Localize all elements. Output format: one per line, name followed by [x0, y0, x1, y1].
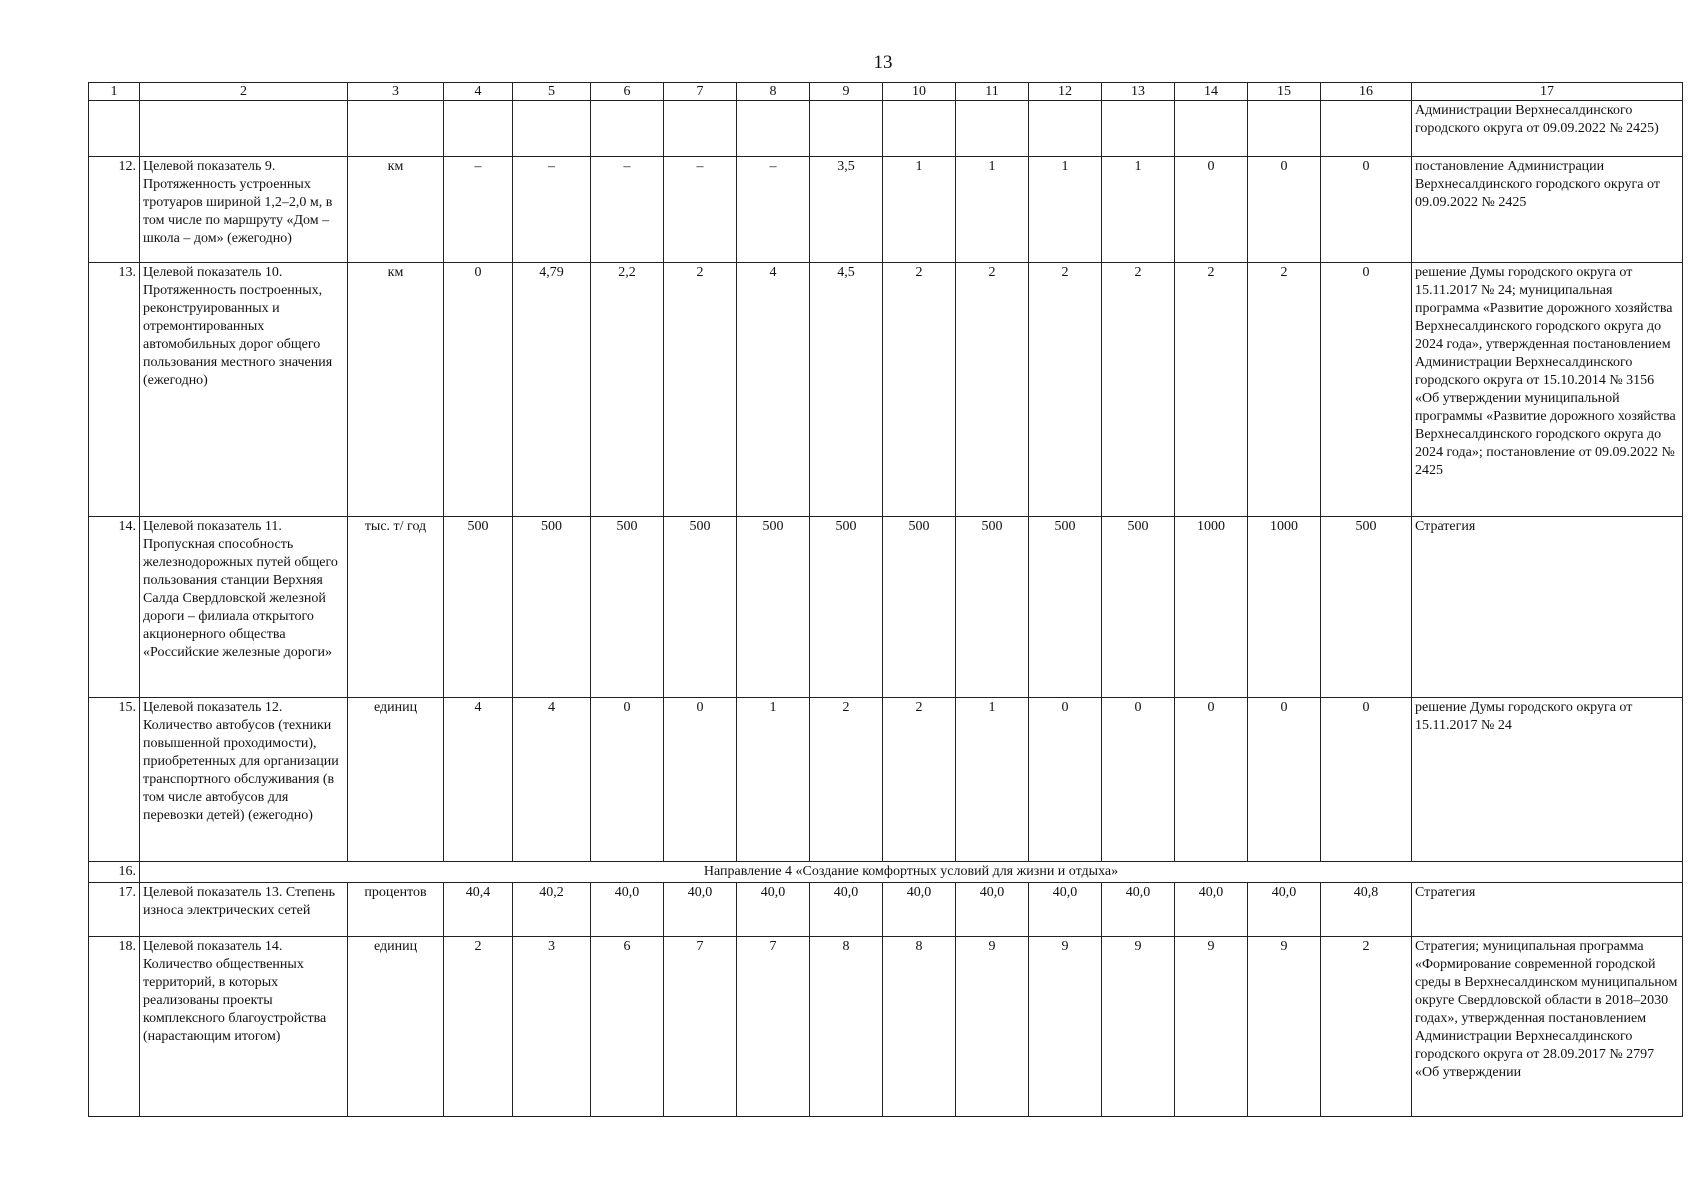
value-cell: 0 [1321, 698, 1412, 862]
column-header: 8 [737, 83, 810, 101]
table-row [89, 101, 1683, 157]
value-cell: 1 [883, 157, 956, 263]
column-header: 13 [1102, 83, 1175, 101]
value-cell: 40,0 [737, 883, 810, 937]
value-cell: 0 [1175, 698, 1248, 862]
table-row [89, 263, 1683, 517]
value-cell: 40,0 [1029, 883, 1102, 937]
value-cell [737, 101, 810, 157]
value-cell: 2 [1029, 263, 1102, 517]
value-cell: 2 [664, 263, 737, 517]
unit-cell [348, 101, 444, 157]
value-cell: 500 [883, 517, 956, 698]
value-cell: 6 [591, 937, 664, 1117]
value-cell: 40,0 [810, 883, 883, 937]
value-cell [956, 101, 1029, 157]
column-header: 5 [513, 83, 591, 101]
table-row [89, 517, 1683, 698]
source-cell: решение Думы городского округа от 15.11.2017 № 24; муниципальная программа «Развитие дорожного хозяйства Верхнесалдинского городского округа до 2024 года», утвержденная постановлением Администрации Верхнесалдинского городского округа от 15.10.2014 № 3156 «Об утверждении муниципальной программы «Развитие дорожного хозяйства Верхнесалдинского городского округа до 2024 года»; постановление от 09.09.2022 № 2425 [1412, 263, 1683, 517]
value-cell [591, 101, 664, 157]
row-number: 17. [89, 883, 140, 937]
value-cell: 500 [1321, 517, 1412, 698]
value-cell: 500 [444, 517, 513, 698]
source-cell: Стратегия [1412, 883, 1683, 937]
section-title: Направление 4 «Создание комфортных условий для жизни и отдыха» [140, 862, 1683, 883]
value-cell: 0 [1175, 157, 1248, 263]
value-cell: 1000 [1248, 517, 1321, 698]
value-cell: 2 [883, 698, 956, 862]
value-cell [444, 101, 513, 157]
row-number: 14. [89, 517, 140, 698]
value-cell: 8 [883, 937, 956, 1117]
value-cell: 0 [591, 698, 664, 862]
value-cell [664, 101, 737, 157]
column-header: 15 [1248, 83, 1321, 101]
indicator-name: Целевой показатель 9. Протяженность устроенных тротуаров шириной 1,2–2,0 м, в том числе по маршруту «Дом – школа – дом» (ежегодно) [140, 157, 348, 263]
indicator-name: Целевой показатель 12. Количество автобусов (техники повышенной проходимости), приобретенных для организации транспортного обслуживания (в том числе автобусов для перевозки детей) (ежегодно) [140, 698, 348, 862]
table-row [89, 883, 1683, 937]
value-cell: 1 [956, 698, 1029, 862]
source-cell: Стратегия [1412, 517, 1683, 698]
value-cell: 2,2 [591, 263, 664, 517]
value-cell: 0 [1321, 157, 1412, 263]
column-header: 12 [1029, 83, 1102, 101]
indicators-table [88, 82, 1683, 1117]
value-cell: 500 [810, 517, 883, 698]
column-header: 14 [1175, 83, 1248, 101]
value-cell: 7 [737, 937, 810, 1117]
indicator-name: Целевой показатель 11. Пропускная способность железнодорожных путей общего пользования станции Верхняя Салда Свердловской железной дороги – филиала открытого акционерного общества «Российские железные дороги» [140, 517, 348, 698]
value-cell: 40,0 [1248, 883, 1321, 937]
column-header: 17 [1412, 83, 1683, 101]
row-number: 12. [89, 157, 140, 263]
value-cell [513, 101, 591, 157]
value-cell: 0 [1248, 157, 1321, 263]
value-cell: 3,5 [810, 157, 883, 263]
source-cell: Администрации Верхнесалдинского городского округа от 09.09.2022 № 2425) [1412, 101, 1683, 157]
value-cell: 9 [956, 937, 1029, 1117]
value-cell: 0 [1321, 263, 1412, 517]
value-cell: 0 [1248, 698, 1321, 862]
value-cell: 1000 [1175, 517, 1248, 698]
value-cell: – [664, 157, 737, 263]
value-cell: 2 [1175, 263, 1248, 517]
value-cell: 4,5 [810, 263, 883, 517]
value-cell: 2 [883, 263, 956, 517]
value-cell: 4,79 [513, 263, 591, 517]
value-cell: 9 [1248, 937, 1321, 1117]
value-cell: 500 [1029, 517, 1102, 698]
indicator-name: Целевой показатель 10. Протяженность построенных, реконструированных и отремонтированных автомобильных дорог общего пользования местного значения (ежегодно) [140, 263, 348, 517]
value-cell: 2 [810, 698, 883, 862]
value-cell [810, 101, 883, 157]
unit-cell: км [348, 263, 444, 517]
indicator-name [140, 101, 348, 157]
value-cell [1102, 101, 1175, 157]
value-cell: 1 [1102, 157, 1175, 263]
column-header: 4 [444, 83, 513, 101]
value-cell [1248, 101, 1321, 157]
source-cell: постановление Администрации Верхнесалдинского городского округа от 09.09.2022 № 2425 [1412, 157, 1683, 263]
source-cell: решение Думы городского округа от 15.11.2017 № 24 [1412, 698, 1683, 862]
value-cell [883, 101, 956, 157]
column-header: 2 [140, 83, 348, 101]
unit-cell: единиц [348, 937, 444, 1117]
column-header: 6 [591, 83, 664, 101]
value-cell: 7 [664, 937, 737, 1117]
value-cell: 0 [1102, 698, 1175, 862]
indicator-name: Целевой показатель 13. Степень износа электрических сетей [140, 883, 348, 937]
value-cell: 40,2 [513, 883, 591, 937]
table-row [89, 937, 1683, 1117]
value-cell: 500 [956, 517, 1029, 698]
value-cell: 40,8 [1321, 883, 1412, 937]
value-cell: 40,0 [883, 883, 956, 937]
value-cell: 1 [737, 698, 810, 862]
column-header: 11 [956, 83, 1029, 101]
column-number-row [89, 83, 1683, 101]
value-cell: 9 [1102, 937, 1175, 1117]
value-cell: 500 [664, 517, 737, 698]
value-cell: 500 [737, 517, 810, 698]
table-row [89, 698, 1683, 862]
value-cell: 1 [956, 157, 1029, 263]
column-header: 10 [883, 83, 956, 101]
value-cell: 3 [513, 937, 591, 1117]
value-cell: 0 [444, 263, 513, 517]
value-cell: 40,0 [591, 883, 664, 937]
value-cell: 500 [1102, 517, 1175, 698]
value-cell: 2 [1102, 263, 1175, 517]
column-header: 9 [810, 83, 883, 101]
value-cell: 40,4 [444, 883, 513, 937]
value-cell: 0 [1029, 698, 1102, 862]
value-cell: – [513, 157, 591, 263]
row-number: 15. [89, 698, 140, 862]
value-cell: 40,0 [664, 883, 737, 937]
value-cell: – [444, 157, 513, 263]
column-header: 7 [664, 83, 737, 101]
value-cell: 2 [444, 937, 513, 1117]
value-cell [1175, 101, 1248, 157]
column-header: 3 [348, 83, 444, 101]
value-cell: 40,0 [956, 883, 1029, 937]
value-cell: 2 [1321, 937, 1412, 1117]
value-cell: 4 [444, 698, 513, 862]
value-cell: 0 [664, 698, 737, 862]
value-cell: 4 [513, 698, 591, 862]
column-header: 1 [89, 83, 140, 101]
row-number: 18. [89, 937, 140, 1117]
value-cell: – [591, 157, 664, 263]
value-cell [1321, 101, 1412, 157]
value-cell: 8 [810, 937, 883, 1117]
value-cell: 40,0 [1102, 883, 1175, 937]
value-cell: 2 [1248, 263, 1321, 517]
value-cell: 4 [737, 263, 810, 517]
unit-cell: единиц [348, 698, 444, 862]
row-number: 16. [89, 862, 140, 883]
unit-cell: процентов [348, 883, 444, 937]
value-cell: 9 [1175, 937, 1248, 1117]
table-row [89, 157, 1683, 263]
value-cell: 1 [1029, 157, 1102, 263]
section-row [89, 862, 1683, 883]
row-number: 13. [89, 263, 140, 517]
row-number [89, 101, 140, 157]
unit-cell: тыс. т/ год [348, 517, 444, 698]
value-cell: 9 [1029, 937, 1102, 1117]
source-cell: Стратегия; муниципальная программа «Формирование современной городской среды в Верхнесалдинском муниципальном округе Свердловской области в 2018–2030 годах», утвержденная постановлением Администрации Верхнесалдинского городского округа от 28.09.2017 № 2797 «Об утверждении [1412, 937, 1683, 1117]
value-cell [1029, 101, 1102, 157]
column-header: 16 [1321, 83, 1412, 101]
page-number: 13 [873, 52, 893, 73]
value-cell: – [737, 157, 810, 263]
value-cell: 2 [956, 263, 1029, 517]
value-cell: 40,0 [1175, 883, 1248, 937]
unit-cell: км [348, 157, 444, 263]
value-cell: 500 [513, 517, 591, 698]
indicator-name: Целевой показатель 14. Количество общественных территорий, в которых реализованы проекты комплексного благоустройства (нарастающим итогом) [140, 937, 348, 1117]
value-cell: 500 [591, 517, 664, 698]
